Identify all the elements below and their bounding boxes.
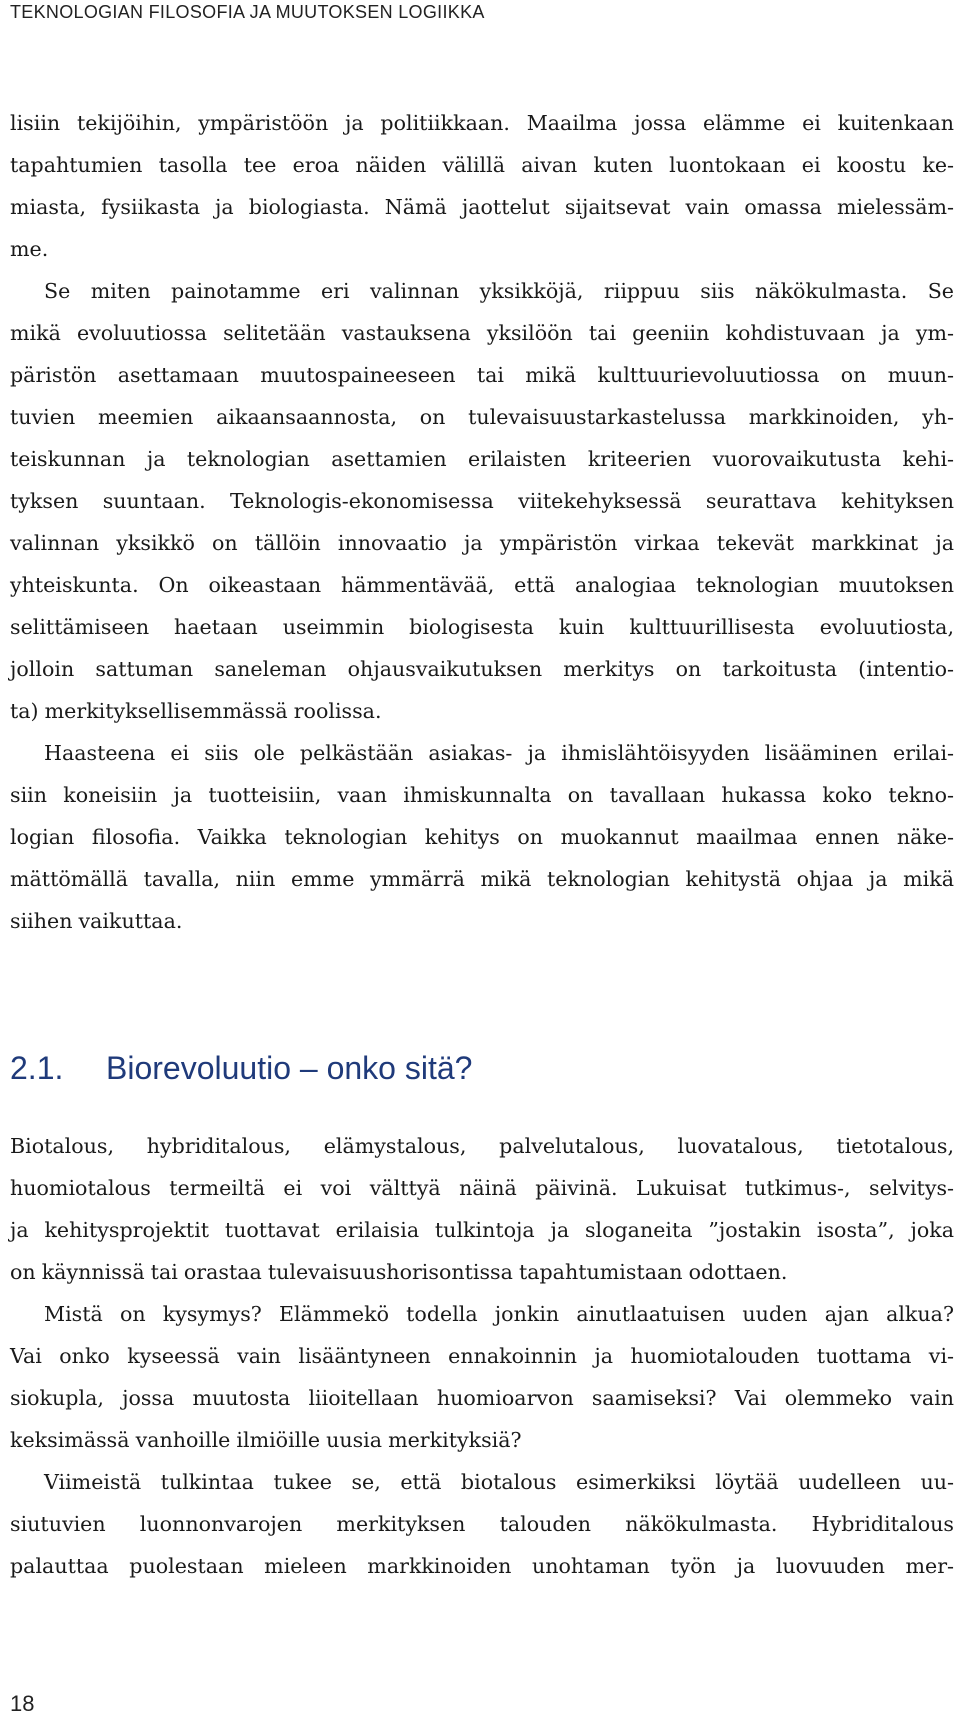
section-title: Biorevoluutio – onko sitä? (106, 1050, 473, 1086)
text-line: yhteiskunta. On oikeastaan hämmentävää, että analogiaa teknologian muutoksen (10, 573, 954, 597)
text-line: palauttaa puolestaan mieleen markkinoiden unohtaman työn ja luovuuden mer- (10, 1554, 954, 1578)
section-number: 2.1. (10, 1050, 64, 1086)
text-line: Mistä on kysymys? Elämmekö todella jonkin ainutlaatuisen uuden ajan alkua? (44, 1302, 954, 1326)
text-line: Vai onko kyseessä vain lisääntyneen ennakoinnin ja huomiotalouden tuottama vi- (10, 1344, 954, 1368)
running-header: TEKNOLOGIAN FILOSOFIA JA MUUTOKSEN LOGIIKKA (10, 2, 485, 22)
text-line: valinnan yksikkö on tällöin innovaatio ja ympäristön virkaa tekevät markkinat ja (10, 531, 954, 555)
text-line: siokupla, jossa muutosta liioitellaan huomioarvon saamiseksi? Vai olemmeko vain (10, 1386, 954, 1410)
text-line: huomiotalous termeiltä ei voi välttyä näinä päivinä. Lukuisat tutkimus-, selvitys- (10, 1176, 954, 1200)
text-line: Viimeistä tulkintaa tukee se, että biotalous esimerkiksi löytää uudelleen uu- (44, 1470, 954, 1494)
text-line: päristön asettamaan muutospaineeseen tai mikä kulttuurievoluutiossa on muun- (10, 363, 954, 387)
text-line: teiskunnan ja teknologian asettamien erilaisten kriteerien vuorovaikutusta kehi- (10, 447, 954, 471)
text-line: logian filosofia. Vaikka teknologian kehitys on muokannut maailmaa ennen näke- (10, 825, 954, 849)
text-line: ta) merkityksellisemmässä roolissa. (10, 699, 382, 723)
text-line: tapahtumien tasolla tee eroa näiden välillä aivan kuten luontokaan ei koostu ke- (10, 153, 954, 177)
text-line: selittämiseen haetaan useimmin biologisesta kuin kulttuurillisesta evoluutiosta, (10, 615, 954, 639)
text-line: tuvien meemien aikaansaannosta, on tulevaisuustarkastelussa markkinoiden, yh- (10, 405, 954, 429)
text-line: siin koneisiin ja tuotteisiin, vaan ihmiskunnalta on tavallaan hukassa koko tekno- (10, 783, 954, 807)
text-line: tyksen suuntaan. Teknologis-ekonomisessa viitekehyksessä seurattava kehityksen (10, 489, 954, 513)
text-line: Biotalous, hybriditalous, elämystalous, palvelutalous, luovatalous, tietotalous, (10, 1134, 954, 1158)
text-line: lisiin tekijöihin, ympäristöön ja politiikkaan. Maailma jossa elämme ei kuitenkaan (10, 111, 954, 135)
text-line: siutuvien luonnonvarojen merkityksen talouden näkökulmasta. Hybriditalous (10, 1512, 954, 1536)
text-line: Haasteena ei siis ole pelkästään asiakas- ja ihmislähtöisyyden lisääminen erilai- (44, 741, 954, 765)
text-line: siihen vaikuttaa. (10, 909, 183, 933)
text-line: mättömällä tavalla, niin emme ymmärrä mikä teknologian kehitystä ohjaa ja mikä (10, 867, 954, 891)
page-number: 18 (10, 1691, 35, 1716)
text-line: on käynnissä tai orastaa tulevaisuushorisontissa tapahtumistaan odottaen. (10, 1260, 788, 1284)
body-text-top (10, 102, 954, 942)
section-heading (10, 1048, 472, 1088)
text-line: ja kehitysprojektit tuottavat erilaisia tulkintoja ja sloganeita ”jostakin isosta”, joka (10, 1218, 954, 1242)
text-line: keksimässä vanhoille ilmiöille uusia merkityksiä? (10, 1428, 522, 1452)
text-line: jolloin sattuman saneleman ohjausvaikutuksen merkitys on tarkoitusta (intentio- (10, 657, 954, 681)
text-line: Se miten painotamme eri valinnan yksikköjä, riippuu siis näkökulmasta. Se (44, 279, 954, 303)
text-line: mikä evoluutiossa selitetään vastauksena yksilöön tai geeniin kohdistuvaan ja ym- (10, 321, 954, 345)
text-line: me. (10, 237, 49, 261)
body-text-bottom (10, 1125, 954, 1587)
text-line: miasta, fysiikasta ja biologiasta. Nämä jaottelut sijaitsevat vain omassa mielessäm- (10, 195, 954, 219)
